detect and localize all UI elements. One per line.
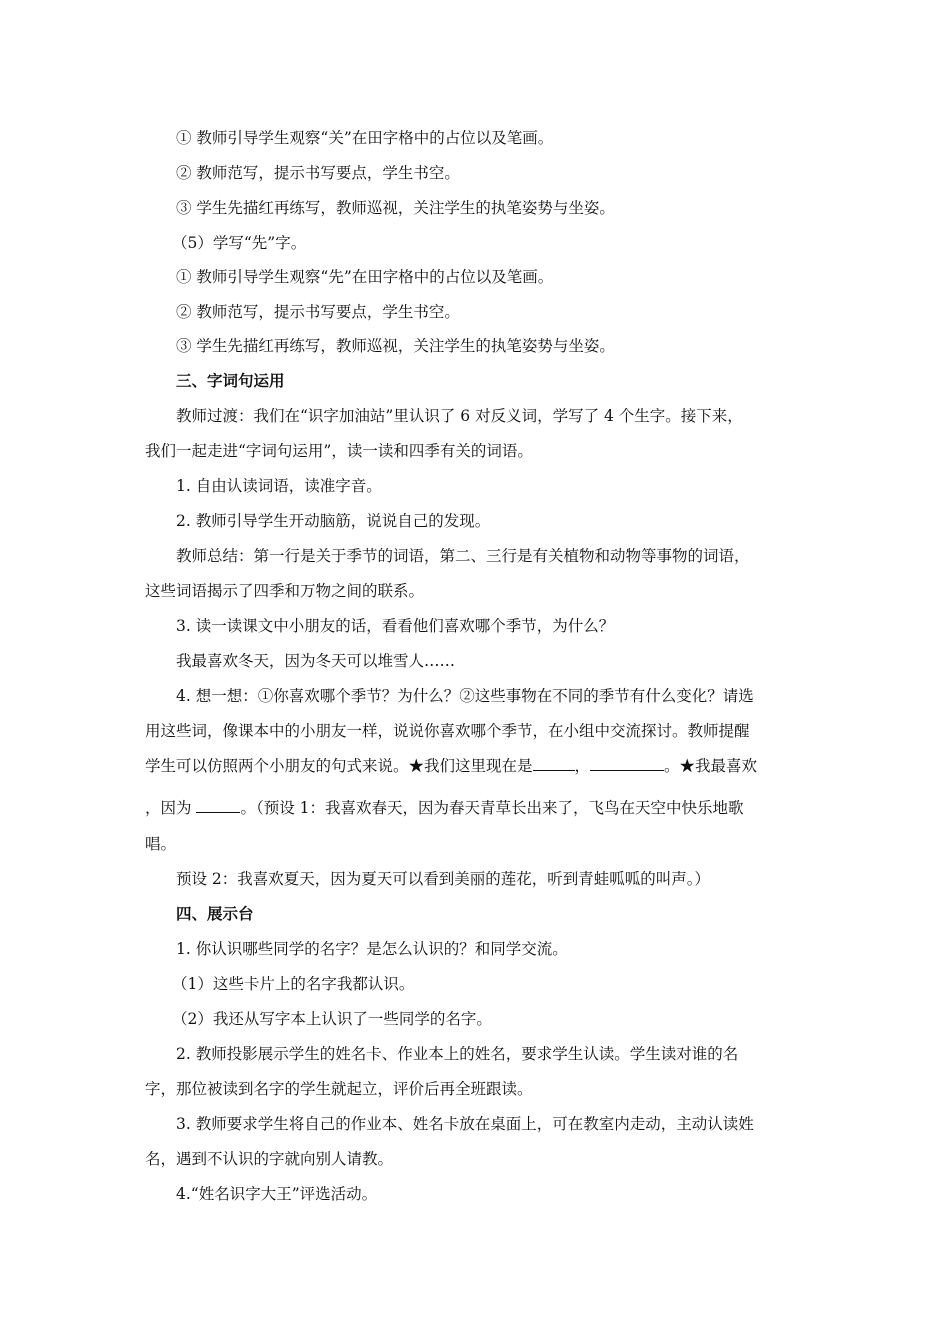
list-item: 4. 想一想：①你喜欢哪个季节？为什么？②这些事物在不同的季节有什么变化？请选 bbox=[176, 687, 754, 705]
step-xian-observe: ① 教师引导学生观察“先”在田字格中的占位以及笔画。 bbox=[176, 268, 554, 286]
section-heading-4: 四、展示台 bbox=[176, 904, 254, 923]
list-item: 3. 读一读课文中小朋友的话，看看他们喜欢哪个季节，为什么？ bbox=[176, 617, 615, 635]
pattern-comma: ， bbox=[574, 757, 591, 775]
sub-list-item: （1）这些卡片上的名字我都认识。 bbox=[172, 975, 415, 993]
step-xian-practice: ③ 学生先描红再练写，教师巡视，关注学生的执笔姿势与坐姿。 bbox=[176, 337, 615, 355]
list-item: 3. 教师要求学生将自己的作业本、姓名卡放在桌面上，可在教室内走动，主动认读姓 bbox=[176, 1115, 754, 1133]
paragraph-line: 预设 2：我喜欢夏天，因为夏天可以看到美丽的莲花，听到青蛙呱呱的叫声。） bbox=[176, 870, 711, 888]
step-guan-demo: ② 教师范写，提示书写要点，学生书空。 bbox=[176, 164, 460, 182]
paragraph-line: 我们一起走进“字词句运用”，读一读和四季有关的词语。 bbox=[145, 442, 533, 460]
sentence-pattern-line bbox=[145, 756, 810, 776]
section-heading-3: 三、字词句运用 bbox=[176, 371, 285, 390]
paragraph-line: 教师总结：第一行是关于季节的词语，第二、三行是有关植物和动物等事物的词语， bbox=[176, 547, 750, 565]
pattern-text-3: ，因为 bbox=[145, 799, 192, 817]
pattern-text-2: 。★我最喜欢 bbox=[664, 757, 758, 775]
list-item: 4.“姓名识字大王”评选活动。 bbox=[176, 1185, 378, 1203]
paragraph-line: 用这些词，像课本中的小朋友一样，说说你喜欢哪个季节，在小组中交流探讨。教师提醒 bbox=[145, 722, 750, 740]
fill-blank bbox=[196, 798, 240, 813]
fill-blank bbox=[533, 756, 575, 771]
list-item: 1. 你认识哪些同学的名字？是怎么认识的？和同学交流。 bbox=[176, 940, 568, 958]
fill-blank bbox=[590, 756, 664, 771]
paragraph-line: 名，遇到不认识的字就向别人请教。 bbox=[145, 1150, 394, 1168]
step-guan-observe: ① 教师引导学生观察“关”在田字格中的占位以及笔画。 bbox=[176, 129, 554, 147]
pattern-text-1: 学生可以仿照两个小朋友的句式来说。★我们这里现在是 bbox=[145, 757, 533, 775]
sentence-pattern-line bbox=[145, 798, 810, 818]
paragraph-line: 唱。 bbox=[145, 835, 177, 853]
list-item: 2. 教师投影展示学生的姓名卡、作业本上的姓名，要求学生认读。学生读对谁的名 bbox=[176, 1045, 739, 1063]
step-xian-demo: ② 教师范写，提示书写要点，学生书空。 bbox=[176, 303, 460, 321]
sub-list-item: （2）我还从写字本上认识了一些同学的名字。 bbox=[172, 1010, 492, 1028]
step-guan-practice: ③ 学生先描红再练写，教师巡视，关注学生的执笔姿势与坐姿。 bbox=[176, 199, 615, 217]
paragraph-line: 字，那位被读到名字的学生就起立，评价后再全班跟读。 bbox=[145, 1080, 533, 1098]
example-sentence: 我最喜欢冬天，因为冬天可以堆雪人…… bbox=[176, 652, 456, 670]
list-item: 1. 自由认读词语，读准字音。 bbox=[176, 477, 382, 495]
list-item: 2. 教师引导学生开动脑筋，说说自己的发现。 bbox=[176, 512, 491, 530]
subheading-xian: （5）学写“先”字。 bbox=[172, 234, 307, 252]
pattern-text-4: 。（预设 1：我喜欢春天，因为春天青草长出来了，飞鸟在天空中快乐地歌 bbox=[240, 799, 744, 817]
paragraph-line: 这些词语揭示了四季和万物之间的联系。 bbox=[145, 582, 425, 600]
paragraph-line: 教师过渡：我们在“识字加油站”里认识了 6 对反义词，学写了 4 个生字。接下来， bbox=[176, 407, 743, 425]
